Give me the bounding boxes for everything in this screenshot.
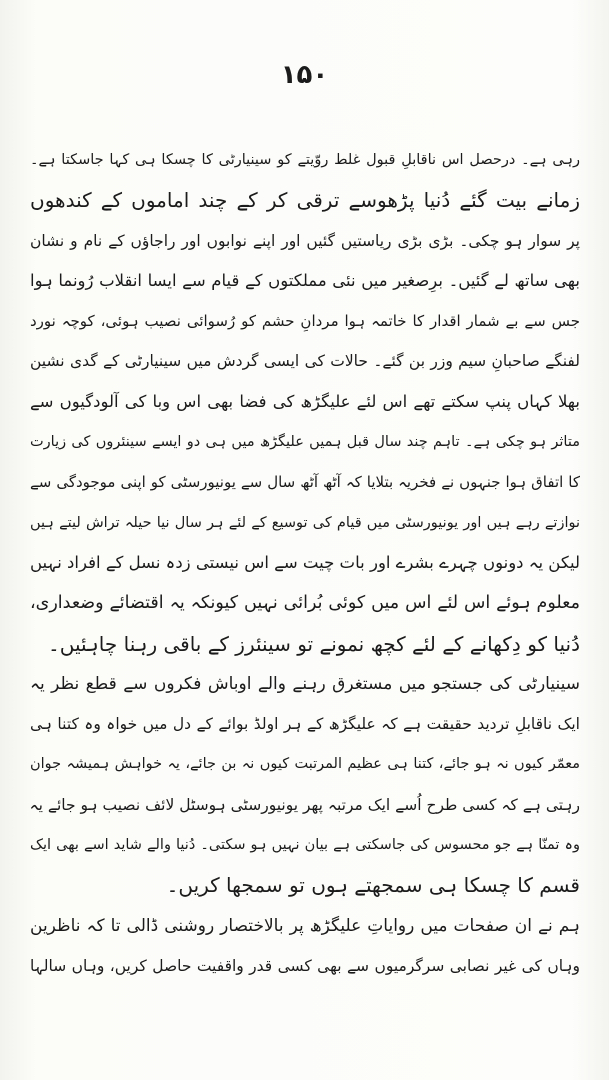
page-number: ۱۵۰ [280, 60, 329, 90]
body-text [30, 140, 580, 986]
text-line: دُنیا کو دِکھانے کے لئے کچھ نمونے تو سینئرز کے باقی رہنا چاہئیں۔ [48, 631, 580, 656]
text-line: بھی ساتھ لے گئیں۔ برِصغیر میں نئی مملکتوں کے قیام سے ایسا انقلاب رُونما ہوا [30, 270, 580, 290]
text-line: زمانے بیت گئے دُنیا پڑھوسے ترقی کر کے چند اماموں کے کندھوں [30, 188, 580, 213]
text-line: بھلا کہاں پنپ سکتے تھے اس لئے علیگڑھ کی فضا بھی اس وبا کی آلودگیوں سے [30, 391, 580, 411]
text-line: معلوم ہوئے اس لئے اس میں کوئی بُرائی نہیں کیونکہ یہ اقتضائے وضعداری، [30, 593, 580, 614]
text-line: نوازتے رہے ہیں اور یونیورسٹی میں قیام کی توسیع کے لئے ہر سال نیا حیلہ تراش لیتے ہیں [30, 514, 580, 531]
text-line: رہی ہے۔ درحصل اس ناقابلِ قبول غلط روّیتے کو سینیارٹی کا چسکا ہی کہا جاسکتا ہے۔ [30, 152, 580, 168]
text-line: وہاں کی غیر نصابی سرگرمیوں سے بھی کسی قدر واقفیت حاصل کریں، وہاں سالہا [30, 956, 580, 975]
text-line: ایک ناقابلِ تردید حقیقت ہے کہ علیگڑھ کے ہر اولڈ بوائے کے دل میں خواہ وہ کتنا ہی [30, 715, 580, 734]
text-line: جس سے بے شمار اقدار کا خاتمہ ہوا مردانِ حشم کو رُسوائی نصیب ہوئی، کوچہ نورد [30, 312, 580, 331]
text-line: لیکن یہ دونوں چہرے بشرے اور بات چیت سے اس نیستی زدہ نسل کے افراد نہیں [30, 552, 580, 572]
text-line: ہم نے ان صفحات میں روایاتِ علیگڑھ پر بالاختصار روشنی ڈالی تا کہ ناظرین [30, 915, 580, 936]
text-line: کا اتفاق ہوا جنہوں نے فخریہ بتلایا کہ آٹھ آٹھ سال سے یونیورسٹی کو اپنی موجودگی سے [30, 473, 580, 492]
text-line: معمّر کیوں نہ ہو جائے، کتنا ہی عظیم المرتبت کیوں نہ بن جائے، یہ خواہش ہمیشہ جوان [30, 756, 580, 773]
text-line: سینیارٹی کی جستجو میں مستغرق رہنے والے اوباش فکروں سے قطع نظر یہ [30, 673, 580, 694]
text-line: پر سوار ہو چکی۔ بڑی بڑی ریاستیں گئیں اور اپنے نوابوں اور راجاؤں کے نام و نشان [30, 231, 580, 250]
text-line: وہ تمنّا ہے جو محسوس کی جاسکتی ہے بیان نہیں ہو سکتی۔ دُنیا والے شاید اسے بھی ایک [30, 837, 580, 854]
text-line: متاثر ہو چکی ہے۔ تاہم چند سال قبل ہمیں علیگڑھ میں ہی دو ایسے سینئروں کی زیارت [30, 434, 580, 451]
text-line: لفنگے صاحبانِ سیم وزر بن گئے۔ حالات کی ایسی گردش میں سینیارٹی کے گدی نشین [30, 352, 580, 371]
text-line: قسم کا چسکا ہی سمجھتے ہوں تو سمجھا کریں۔ [166, 873, 580, 898]
text-line: رہتی ہے کہ کسی طرح اُسے ایک مرتبہ پھر یونیورسٹی ہوسٹل لائف نصیب ہو جائے یہ [30, 795, 580, 814]
